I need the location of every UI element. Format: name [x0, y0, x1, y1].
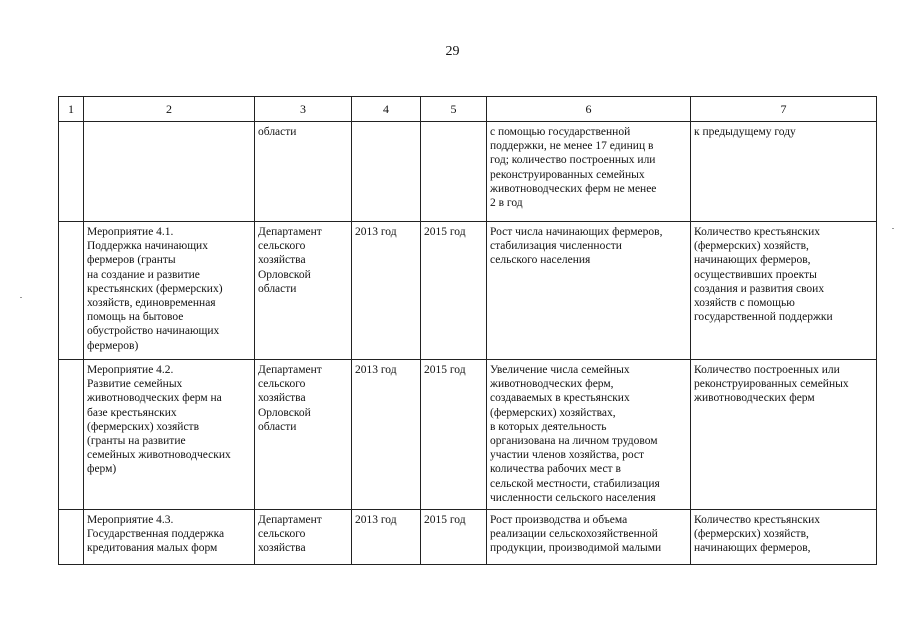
cell-start-year: 2013 год — [352, 360, 421, 510]
cell-measure: Мероприятие 4.3. Государственная поддержка кредитования малых форм — [84, 510, 255, 565]
cell-measure: Мероприятие 4.2. Развитие семейных животноводческих ферм на базе крестьянских (фермерских) хозяйств (гранты на развитие семейных животноводческих ферм) — [84, 360, 255, 510]
scan-mark — [892, 228, 894, 229]
header-col-5: 5 — [421, 97, 487, 122]
cell-executor: Департамент сельского хозяйства — [255, 510, 352, 565]
cell-end-year: 2015 год — [421, 222, 487, 360]
header-col-1: 1 — [59, 97, 84, 122]
scan-mark — [20, 297, 22, 298]
header-col-7: 7 — [691, 97, 877, 122]
cell-end-year — [421, 122, 487, 222]
cell-expected-result: Рост числа начинающих фермеров, стабилизация численности сельского населения — [487, 222, 691, 360]
cell-measure — [84, 122, 255, 222]
cell-number — [59, 360, 84, 510]
header-row — [59, 97, 877, 122]
cell-number — [59, 510, 84, 565]
page-number: 29 — [445, 44, 460, 59]
cell-expected-result: с помощью государственной поддержки, не менее 17 единиц в год; количество построенных или реконструированных семейных животноводческих ферм не менее 2 в год — [487, 122, 691, 222]
header-col-3: 3 — [255, 97, 352, 122]
cell-start-year: 2013 год — [352, 222, 421, 360]
table-body — [59, 122, 877, 565]
cell-executor: Департамент сельского хозяйства Орловской области — [255, 222, 352, 360]
program-table — [58, 96, 877, 565]
header-col-6: 6 — [487, 97, 691, 122]
cell-start-year — [352, 122, 421, 222]
cell-expected-result: Увеличение числа семейных животноводческих ферм, создаваемых в крестьянских (фермерских) хозяйствах, в которых деятельность организована на личном трудовом участии членов хозяйства, рост количества рабочих мест в сельской местности, стабилизация численности сельского населения — [487, 360, 691, 510]
cell-number — [59, 222, 84, 360]
cell-indicator: Количество построенных или реконструированных семейных животноводческих ферм — [691, 360, 877, 510]
table-header — [59, 97, 877, 122]
table-row-measure-4-1 — [59, 222, 877, 360]
cell-end-year: 2015 год — [421, 510, 487, 565]
cell-start-year: 2013 год — [352, 510, 421, 565]
cell-indicator: Количество крестьянских (фермерских) хозяйств, начинающих фермеров, осуществивших проекты создания и развития своих хозяйств с помощью государственной поддержки — [691, 222, 877, 360]
cell-executor: области — [255, 122, 352, 222]
cell-number — [59, 122, 84, 222]
cell-indicator: Количество крестьянских (фермерских) хозяйств, начинающих фермеров, — [691, 510, 877, 565]
header-col-2: 2 — [84, 97, 255, 122]
header-col-4: 4 — [352, 97, 421, 122]
table-row-continuation — [59, 122, 877, 222]
table-row-measure-4-3 — [59, 510, 877, 565]
cell-measure: Мероприятие 4.1. Поддержка начинающих фермеров (гранты на создание и развитие крестьянских (фермерских) хозяйств, единовременная помощь на бытовое обустройство начинающих фермеров) — [84, 222, 255, 360]
table-row-measure-4-2 — [59, 360, 877, 510]
cell-expected-result: Рост производства и объема реализации сельскохозяйственной продукции, производимой малыми — [487, 510, 691, 565]
cell-executor: Департамент сельского хозяйства Орловской области — [255, 360, 352, 510]
cell-end-year: 2015 год — [421, 360, 487, 510]
cell-indicator: к предыдущему году — [691, 122, 877, 222]
